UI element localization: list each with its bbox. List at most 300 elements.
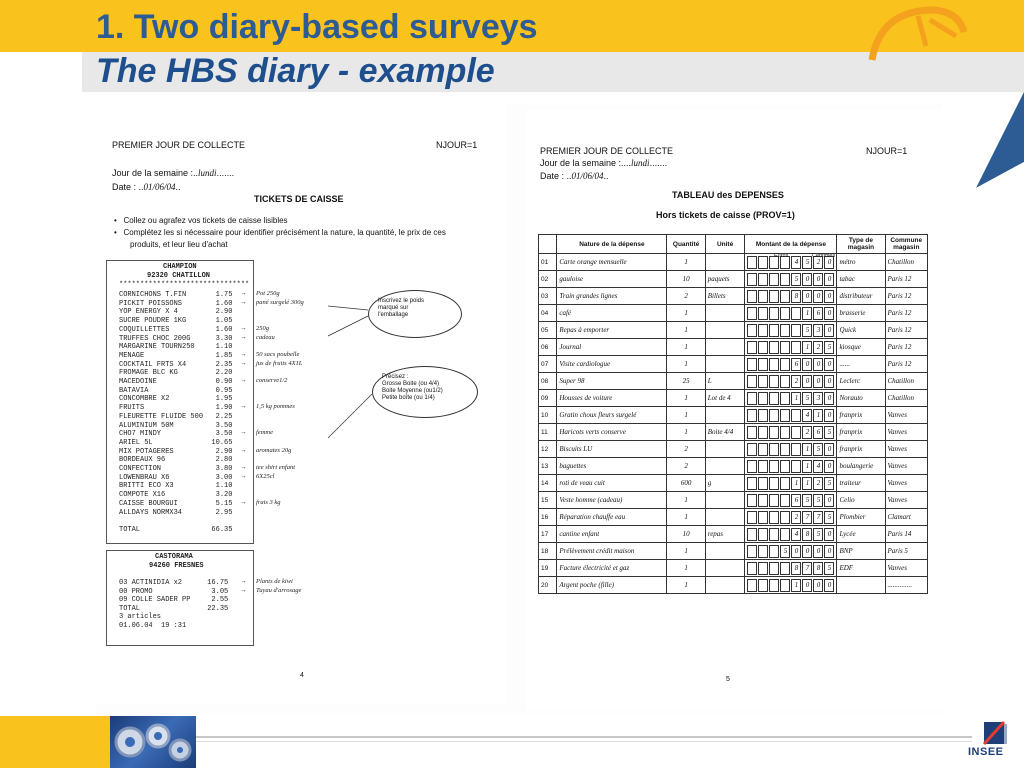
row-store-type: EDF <box>837 560 885 577</box>
handwritten-note: 250g <box>256 324 269 332</box>
right-subsection-title: Hors tickets de caisse (PROV=1) <box>656 210 795 220</box>
row-unit: L <box>705 373 745 390</box>
arc-logo-icon <box>860 2 970 62</box>
digit-box <box>780 562 790 575</box>
row-store-type: traiteur <box>837 475 885 492</box>
insee-logo-icon <box>966 720 1022 766</box>
handwritten-note: pané surgelé 300g <box>256 298 304 306</box>
row-number: 18 <box>539 543 557 560</box>
digit-box <box>780 426 790 439</box>
receipt-line: BATAVIA 0.95 <box>119 386 233 395</box>
digit-box <box>747 494 757 507</box>
table-row <box>539 271 928 288</box>
table-row <box>539 560 928 577</box>
digit-box <box>769 358 779 371</box>
row-nature: roti de veau cuit <box>557 475 667 492</box>
row-quantity: 1 <box>667 543 705 560</box>
digit-box: 5 <box>791 273 801 286</box>
row-quantity: 600 <box>667 475 705 492</box>
row-quantity: 1 <box>667 492 705 509</box>
digit-box: 1 <box>802 443 812 456</box>
slide-subtitle: The HBS diary - example <box>96 52 495 90</box>
amount-boxes <box>747 511 834 524</box>
digit-box: 5 <box>802 324 812 337</box>
handwritten-note: conserve1/2 <box>256 377 288 384</box>
row-store-commune: Vanves <box>885 560 927 577</box>
row-amount <box>745 543 837 560</box>
amount-boxes <box>747 341 834 354</box>
row-store-commune: Vanves <box>885 441 927 458</box>
row-store-type: kiosque <box>837 339 885 356</box>
right-njour: NJOUR=1 <box>866 146 908 156</box>
receipt-line: CONCOMBRE X2 1.95 <box>119 395 233 404</box>
handwritten-note: tee shirt enfant <box>256 464 295 471</box>
digit-box: 5 <box>824 477 834 490</box>
handwritten-note: aromates 20g <box>256 446 292 454</box>
receipt-store: CHAMPION <box>163 263 197 271</box>
handwritten-note: Plants de kiwi <box>256 578 293 585</box>
row-quantity: 1 <box>667 254 705 271</box>
day-value: lundi <box>198 168 217 178</box>
row-number: 08 <box>539 373 557 390</box>
row-number: 16 <box>539 509 557 526</box>
digit-box <box>780 324 790 337</box>
row-nature: Veste homme (cadeau) <box>557 492 667 509</box>
digit-box: 5 <box>824 426 834 439</box>
table-row <box>539 288 928 305</box>
row-nature: Biscuits LU <box>557 441 667 458</box>
amount-boxes <box>747 494 834 507</box>
digit-box: 1 <box>813 409 823 422</box>
table-row <box>539 390 928 407</box>
digit-box: 1 <box>791 477 801 490</box>
digit-box: 0 <box>824 290 834 303</box>
digit-box: 5 <box>802 494 812 507</box>
digit-box: 6 <box>791 494 801 507</box>
digit-box <box>769 392 779 405</box>
digit-box: 0 <box>802 579 812 592</box>
row-nature: Repas à emporter <box>557 322 667 339</box>
expenses-table <box>538 234 928 594</box>
digit-box <box>791 426 801 439</box>
digit-box <box>747 358 757 371</box>
digit-box: 0 <box>824 443 834 456</box>
amount-boxes <box>747 307 834 320</box>
row-nature: Train grandes lignes <box>557 288 667 305</box>
row-unit <box>705 509 745 526</box>
digit-box: 0 <box>824 409 834 422</box>
row-quantity: 1 <box>667 509 705 526</box>
digit-box <box>758 443 768 456</box>
row-store-type: franprix <box>837 424 885 441</box>
digit-box: 0 <box>813 375 823 388</box>
amount-boxes <box>747 290 834 303</box>
row-store-commune: Vanves <box>885 458 927 475</box>
amount-boxes <box>747 273 834 286</box>
arrow-icon: → <box>240 324 247 332</box>
receipt-line: COQUILLETTES 1.60 <box>119 325 233 334</box>
row-number: 05 <box>539 322 557 339</box>
row-quantity: 1 <box>667 356 705 373</box>
row-amount <box>745 373 837 390</box>
receipt-line: MIX POTAGERES 2.90 <box>119 447 233 456</box>
right-section-title: TABLEAU des DEPENSES <box>672 190 784 200</box>
row-nature: Haricots verts conserve <box>557 424 667 441</box>
amount-boxes <box>747 375 834 388</box>
col-store-type: Type de magasin <box>837 235 885 254</box>
row-store-commune: Vanves <box>885 492 927 509</box>
row-unit: Billets <box>705 288 745 305</box>
row-number: 03 <box>539 288 557 305</box>
row-unit <box>705 560 745 577</box>
digit-box: 2 <box>791 375 801 388</box>
receipt-city: 92320 CHATILLON <box>147 272 211 280</box>
row-number: 13 <box>539 458 557 475</box>
row-quantity: 2 <box>667 288 705 305</box>
row-store-type: ...... <box>837 356 885 373</box>
digit-box <box>769 375 779 388</box>
digit-box: 5 <box>780 545 790 558</box>
digit-box <box>780 511 790 524</box>
receipt-line: COMPOTE X16 3.20 <box>119 491 233 500</box>
digit-box <box>769 477 779 490</box>
row-number: 07 <box>539 356 557 373</box>
table-row <box>539 492 928 509</box>
digit-box <box>747 443 757 456</box>
digit-box: 0 <box>824 579 834 592</box>
receipt-line: BRITTI ECO X3 1.10 <box>119 482 233 491</box>
digit-box <box>769 307 779 320</box>
digit-box <box>769 579 779 592</box>
digit-box <box>791 324 801 337</box>
handwritten-note: Pot 250g <box>256 290 280 297</box>
digit-box <box>769 545 779 558</box>
row-unit: Lot de 4 <box>705 390 745 407</box>
row-quantity: 1 <box>667 339 705 356</box>
row-store-type: tabac <box>837 271 885 288</box>
arrow-icon: → <box>240 446 247 454</box>
digit-box <box>769 324 779 337</box>
digit-box <box>747 477 757 490</box>
digit-box: 1 <box>802 341 812 354</box>
digit-box <box>791 341 801 354</box>
row-quantity: 1 <box>667 577 705 594</box>
digit-box <box>758 562 768 575</box>
row-amount <box>745 492 837 509</box>
row-amount <box>745 288 837 305</box>
row-store-commune: Paris 12 <box>885 339 927 356</box>
table-row <box>539 254 928 271</box>
table-row <box>539 577 928 594</box>
receipt-line: SUCRE POUDRE 1KG 1.05 <box>119 317 233 326</box>
digit-box: 7 <box>802 511 812 524</box>
digit-box: 0 <box>802 545 812 558</box>
row-store-type: franprix <box>837 441 885 458</box>
digit-box <box>758 341 768 354</box>
row-store-type: métro <box>837 254 885 271</box>
digit-box <box>769 409 779 422</box>
receipt-line: TOTAL 66.35 <box>119 525 233 534</box>
digit-box: 0 <box>813 358 823 371</box>
receipt-line: MARGARINE TOURN250 1.10 <box>119 343 233 352</box>
receipt-champion <box>106 260 254 544</box>
digit-box <box>758 273 768 286</box>
receipt2-line: 03 ACTINIDIA x2 16.75 <box>119 579 229 587</box>
digit-box: 3 <box>813 392 823 405</box>
table-row <box>539 458 928 475</box>
left-day-line <box>112 168 234 178</box>
row-nature: Réparation chauffe eau <box>557 509 667 526</box>
row-amount <box>745 526 837 543</box>
digit-box <box>758 460 768 473</box>
digit-box: 1 <box>802 460 812 473</box>
left-section-title: TICKETS DE CAISSE <box>254 194 344 204</box>
digit-box: 0 <box>802 273 812 286</box>
table-row <box>539 356 928 373</box>
row-quantity: 1 <box>667 424 705 441</box>
slide-title: 1. Two diary-based surveys <box>96 8 538 46</box>
digit-box <box>747 409 757 422</box>
receipt2-line: 09 COLLE SADER PP 2.55 <box>119 596 229 605</box>
row-store-commune: Paris 12 <box>885 322 927 339</box>
row-unit <box>705 441 745 458</box>
digit-box <box>780 307 790 320</box>
digit-box <box>747 460 757 473</box>
right-date-line: Date : ..01/06/04.. <box>540 171 609 181</box>
arrow-icon: → <box>240 429 247 437</box>
digit-box: 2 <box>813 341 823 354</box>
digit-box: 7 <box>813 511 823 524</box>
footer-accent <box>0 716 110 768</box>
row-store-type: BNP <box>837 543 885 560</box>
row-number: 17 <box>539 526 557 543</box>
row-store-type <box>837 577 885 594</box>
right-page-title: PREMIER JOUR DE COLLECTE <box>540 146 674 156</box>
row-amount <box>745 356 837 373</box>
row-store-commune: Chatillon <box>885 373 927 390</box>
digit-box: 5 <box>824 562 834 575</box>
row-nature: Super 98 <box>557 373 667 390</box>
digit-box <box>758 426 768 439</box>
can-size-bubble-text: Précisez : Grosse Boite (ou 4/4) Boite Moyenne (ou1/2) Petite boîte (ou 1/4) <box>382 374 443 401</box>
digit-box <box>780 494 790 507</box>
footer-rule <box>196 736 972 738</box>
row-number: 20 <box>539 577 557 594</box>
digit-box: 0 <box>824 494 834 507</box>
handwritten-note: jus de fruits 4X1L <box>256 359 303 367</box>
table-row <box>539 305 928 322</box>
digit-box <box>747 426 757 439</box>
row-amount <box>745 271 837 288</box>
digit-box: 5 <box>813 528 823 541</box>
digit-box: 0 <box>824 392 834 405</box>
day-label: Jour de la semaine :.. <box>112 168 199 178</box>
digit-box: 3 <box>813 324 823 337</box>
row-amount <box>745 560 837 577</box>
receipt-line: MENAGE 1.85 <box>119 351 233 360</box>
table-row <box>539 509 928 526</box>
digit-box: 1 <box>802 307 812 320</box>
receipt-line: MACEDOINE 0.90 <box>119 378 233 386</box>
left-page-title: PREMIER JOUR DE COLLECTE <box>112 140 246 150</box>
row-unit <box>705 254 745 271</box>
bullet-1: • Collez ou agrafez vos tickets de caisse lisibles <box>114 216 288 225</box>
row-nature: café <box>557 305 667 322</box>
amount-boxes <box>747 358 834 371</box>
arrow-icon: → <box>240 290 247 297</box>
digit-box <box>769 341 779 354</box>
receipt-line: CONFECTION 3.80 <box>119 465 233 473</box>
digit-box <box>747 562 757 575</box>
table-row <box>539 424 928 441</box>
receipt-line: CAISSE BOURGUI 5.15 <box>119 499 233 508</box>
digit-box: 0 <box>813 579 823 592</box>
digit-box <box>747 375 757 388</box>
digit-box <box>780 375 790 388</box>
digit-box <box>747 545 757 558</box>
handwritten-note: 1,5 kg pommes <box>256 403 295 411</box>
digit-box: 0 <box>824 324 834 337</box>
handwritten-note: femme <box>256 429 273 437</box>
receipt2-store: CASTORAMA <box>155 553 193 561</box>
row-number: 06 <box>539 339 557 356</box>
digit-box <box>747 528 757 541</box>
handwritten-note: Tuyau d'arrosage <box>256 586 302 594</box>
digit-box <box>769 426 779 439</box>
receipt-line: COCKTAIL FRTS X4 2.35 <box>119 360 233 369</box>
digit-box: 8 <box>813 562 823 575</box>
amount-boxes <box>747 579 834 592</box>
row-amount <box>745 305 837 322</box>
row-store-commune: .............. <box>885 577 927 594</box>
digit-box: 0 <box>802 290 812 303</box>
digit-box <box>747 392 757 405</box>
digit-box: 6 <box>791 358 801 371</box>
row-store-commune: Vanves <box>885 407 927 424</box>
digit-box: 0 <box>802 358 812 371</box>
receipt-line: YOP ENERGY X 4 2.90 <box>119 308 233 317</box>
digit-box <box>769 511 779 524</box>
row-amount <box>745 322 837 339</box>
row-store-commune: Chatillon <box>885 254 927 271</box>
row-store-commune: Paris 5 <box>885 543 927 560</box>
col-amount: Montant de la dépense <box>745 235 837 254</box>
row-store-commune: Vanves <box>885 424 927 441</box>
receipt2-line: 01.06.04 19 :31 <box>119 622 187 630</box>
handwritten-note: 6X25cl <box>256 472 275 480</box>
digit-box <box>780 409 790 422</box>
digit-box <box>769 494 779 507</box>
digit-box: 5 <box>802 256 812 269</box>
digit-box: 2 <box>813 256 823 269</box>
row-unit <box>705 339 745 356</box>
digit-box: 4 <box>802 409 812 422</box>
amount-boxes <box>747 324 834 337</box>
digit-box <box>780 290 790 303</box>
digit-box: 6 <box>813 426 823 439</box>
digit-box: 0 <box>824 307 834 320</box>
row-store-commune: Vanves <box>885 475 927 492</box>
arrow-icon: → <box>240 498 247 506</box>
row-store-commune: Paris 12 <box>885 356 927 373</box>
digit-box: 5 <box>813 443 823 456</box>
digit-box <box>769 528 779 541</box>
receipt-line: TRUFFES CHOC 200G 3.30 <box>119 334 233 343</box>
date-label: Date : .. <box>112 182 144 192</box>
digit-box <box>758 307 768 320</box>
row-quantity: 1 <box>667 305 705 322</box>
digit-box: 4 <box>813 460 823 473</box>
col-nature: Nature de la dépense <box>557 235 667 254</box>
date-value: 01/06/04 <box>143 182 176 192</box>
receipt-line: FROMAGE BLC KG 2.20 <box>119 369 233 378</box>
row-number: 15 <box>539 492 557 509</box>
amount-boxes <box>747 477 834 490</box>
weight-bubble-text: Inscrivez le poids marqué sur l'emballage <box>378 298 425 318</box>
digit-box <box>747 273 757 286</box>
row-amount <box>745 407 837 424</box>
row-store-commune: Paris 12 <box>885 271 927 288</box>
col-unit: Unité <box>705 235 745 254</box>
digit-box <box>780 460 790 473</box>
row-nature: Prélèvement crédit maison <box>557 543 667 560</box>
digit-box <box>791 443 801 456</box>
row-store-commune: Clamart <box>885 509 927 526</box>
row-quantity: 10 <box>667 526 705 543</box>
digit-box: 0 <box>813 545 823 558</box>
row-nature: Visite cardiologue <box>557 356 667 373</box>
row-store-type: franprix <box>837 407 885 424</box>
digit-box <box>780 341 790 354</box>
digit-box <box>758 528 768 541</box>
digit-box <box>769 443 779 456</box>
left-page-number: 4 <box>300 672 304 679</box>
left-page <box>96 104 506 704</box>
row-store-commune: Paris 12 <box>885 288 927 305</box>
row-store-type: Norauto <box>837 390 885 407</box>
digit-box <box>758 511 768 524</box>
row-unit: g <box>705 475 745 492</box>
digit-box: 2 <box>802 426 812 439</box>
digit-box <box>780 477 790 490</box>
row-quantity: 1 <box>667 560 705 577</box>
row-number: 19 <box>539 560 557 577</box>
receipt-line: ARIEL 5L 10.65 <box>119 438 233 447</box>
receipt2-line: 3 articles <box>119 613 162 622</box>
digit-box <box>791 409 801 422</box>
receipt-castorama <box>106 550 254 646</box>
receipt-line: ALLDAYS NORMX34 2.95 <box>119 508 233 517</box>
arrow-icon: → <box>240 464 247 471</box>
digit-box <box>747 256 757 269</box>
row-unit <box>705 492 745 509</box>
centimes-label: Centimes <box>812 253 836 259</box>
digit-box <box>758 579 768 592</box>
row-amount <box>745 390 837 407</box>
digit-box: 0 <box>802 375 812 388</box>
row-unit <box>705 577 745 594</box>
bullet-2: • Complétez les si nécessaire pour identifier précisément la nature, la quantité, le prix de ces <box>114 228 446 237</box>
euros-label: Euros <box>774 253 789 259</box>
row-number: 10 <box>539 407 557 424</box>
insee-wordmark: INSEE <box>968 746 1004 758</box>
gears-image <box>110 716 196 768</box>
digit-box: 1 <box>791 579 801 592</box>
digit-box <box>747 511 757 524</box>
row-store-type: Leclerc <box>837 373 885 390</box>
digit-box: 8 <box>802 528 812 541</box>
receipt2-line: TOTAL 22.35 <box>119 604 229 613</box>
